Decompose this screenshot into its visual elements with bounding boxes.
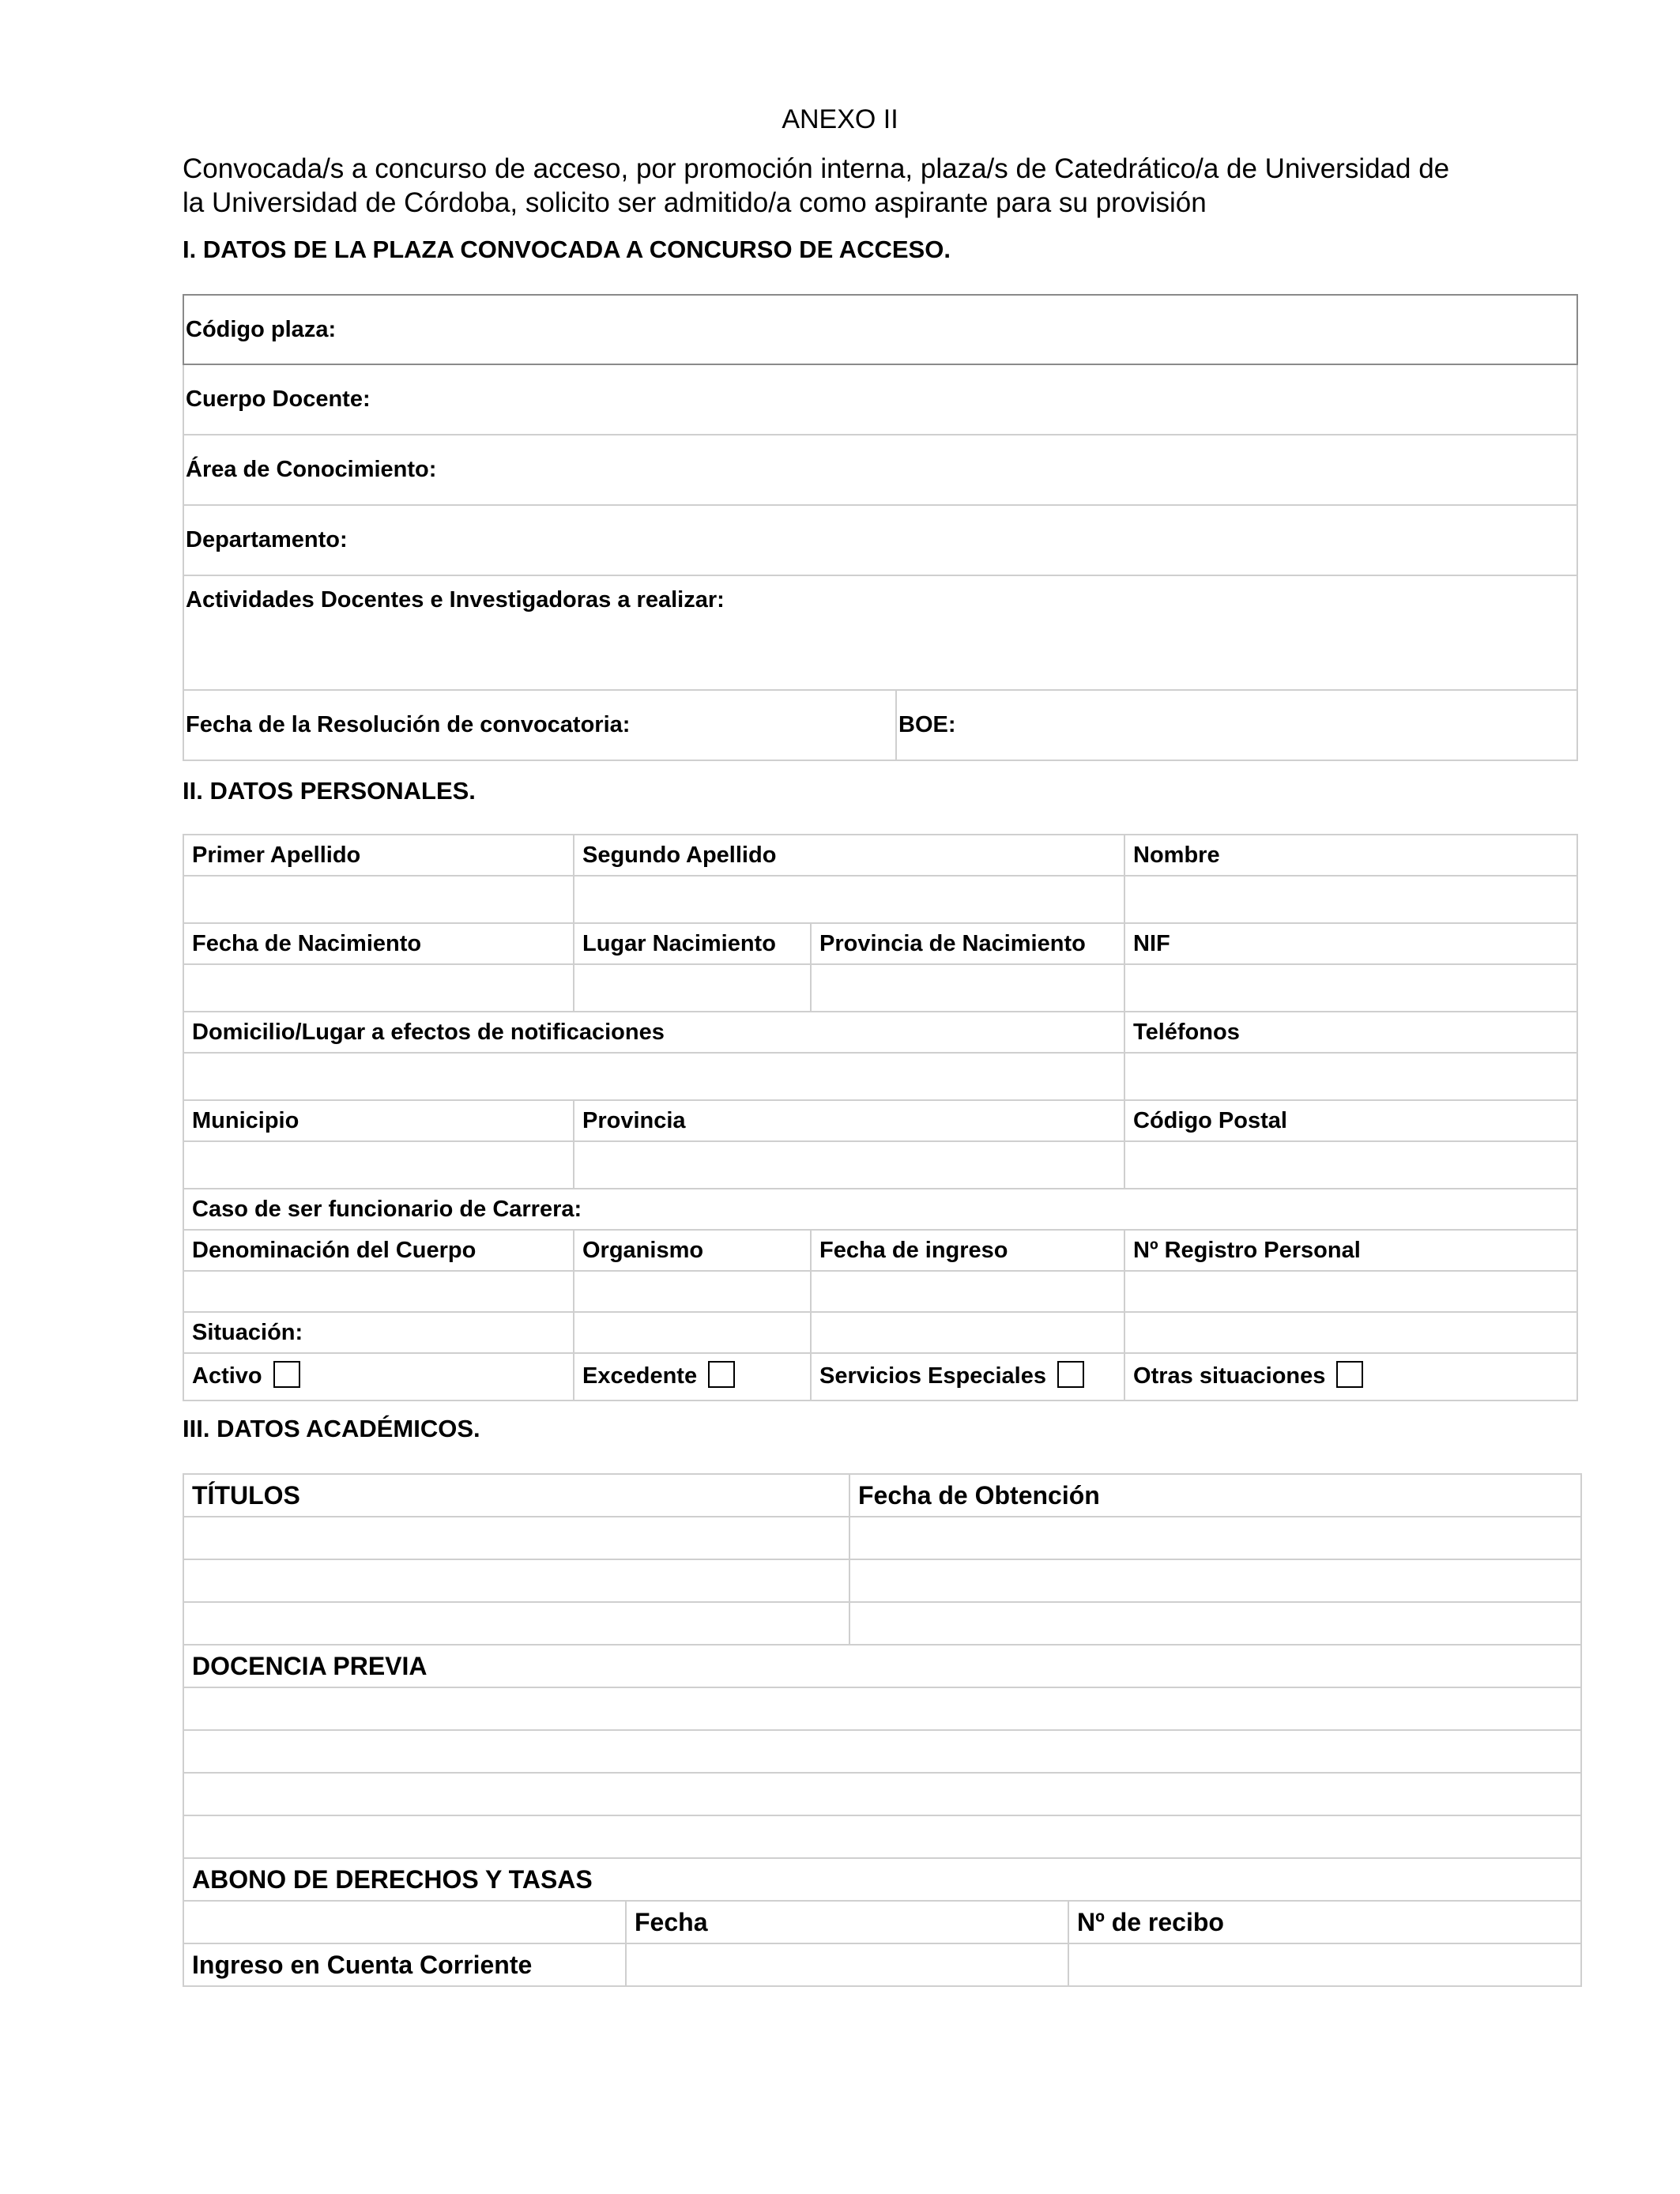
actividades-field[interactable] — [183, 575, 1577, 690]
telefonos-label: Teléfonos — [1124, 1012, 1577, 1053]
docencia-previa-input[interactable] — [183, 1773, 1581, 1815]
titulo-input[interactable] — [183, 1602, 849, 1645]
titulo-input[interactable] — [183, 1517, 849, 1559]
organismo-label: Organismo — [574, 1230, 811, 1271]
docencia-previa-input[interactable] — [183, 1815, 1581, 1858]
municipio-label: Municipio — [183, 1100, 574, 1141]
nif-input[interactable] — [1124, 964, 1577, 1012]
codigo-plaza-field[interactable] — [183, 295, 1577, 364]
nombre-input[interactable] — [1124, 876, 1577, 923]
segundo-apellido-label: Segundo Apellido — [574, 835, 1124, 876]
fecha-nacimiento-input[interactable] — [183, 964, 574, 1012]
lugar-nacimiento-input[interactable] — [574, 964, 811, 1012]
docencia-previa-input[interactable] — [183, 1730, 1581, 1773]
fecha-input[interactable] — [626, 1943, 1068, 1986]
segundo-apellido-input[interactable] — [574, 876, 1124, 923]
ingreso-cuenta-label: Ingreso en Cuenta Corriente — [183, 1943, 626, 1986]
docencia-previa-input[interactable] — [183, 1687, 1581, 1730]
primer-apellido-label: Primer Apellido — [183, 835, 574, 876]
boe-label: BOE: — [898, 712, 956, 737]
num-recibo-input[interactable] — [1068, 1943, 1581, 1986]
denominacion-cuerpo-label: Denominación del Cuerpo — [183, 1230, 574, 1271]
situacion-label: Situación: — [183, 1312, 574, 1353]
activo-option — [183, 1353, 574, 1400]
titulo-input[interactable] — [183, 1559, 849, 1602]
codigo-postal-input[interactable] — [1124, 1141, 1577, 1189]
section-2-heading: II. DATOS PERSONALES. — [183, 777, 476, 805]
fecha-obtencion-input[interactable] — [849, 1559, 1581, 1602]
municipio-input[interactable] — [183, 1141, 574, 1189]
area-conocimiento-field[interactable] — [183, 435, 1577, 505]
primer-apellido-input[interactable] — [183, 876, 574, 923]
fecha-header: Fecha — [626, 1901, 1068, 1943]
provincia-nacimiento-input[interactable] — [811, 964, 1124, 1012]
actividades-label: Actividades Docentes e Investigadoras a realizar: — [186, 587, 725, 613]
area-conocimiento-label: Área de Conocimiento: — [186, 457, 437, 482]
caso-funcionario-label: Caso de ser funcionario de Carrera: — [183, 1189, 1577, 1230]
lugar-nacimiento-label: Lugar Nacimiento — [574, 923, 811, 964]
fecha-resolucion-label: Fecha de la Resolución de convocatoria: — [186, 712, 631, 737]
nombre-label: Nombre — [1124, 835, 1577, 876]
denominacion-cuerpo-input[interactable] — [183, 1271, 574, 1312]
fecha-obtencion-input[interactable] — [849, 1517, 1581, 1559]
activo-label: Activo — [192, 1363, 262, 1389]
fecha-ingreso-input[interactable] — [811, 1271, 1124, 1312]
num-recibo-header: Nº de recibo — [1068, 1901, 1581, 1943]
section-1-heading: I. DATOS DE LA PLAZA CONVOCADA A CONCURSO DE ACCESO. — [183, 236, 951, 263]
fecha-obtencion-header: Fecha de Obtención — [849, 1474, 1581, 1517]
fecha-obtencion-input[interactable] — [849, 1602, 1581, 1645]
academic-data-table — [183, 1473, 1582, 1987]
provincia-label: Provincia — [574, 1100, 1124, 1141]
organismo-input[interactable] — [574, 1271, 811, 1312]
section-3-heading: III. DATOS ACADÉMICOS. — [183, 1415, 480, 1442]
cuerpo-docente-label: Cuerpo Docente: — [186, 386, 371, 412]
docencia-previa-header: DOCENCIA PREVIA — [183, 1645, 1581, 1687]
departamento-label: Departamento: — [186, 527, 348, 552]
registro-personal-label: Nº Registro Personal — [1124, 1230, 1577, 1271]
activo-checkbox[interactable] — [273, 1361, 300, 1388]
excedente-option — [574, 1353, 811, 1400]
domicilio-label: Domicilio/Lugar a efectos de notificaciones — [183, 1012, 1124, 1053]
fecha-nacimiento-label: Fecha de Nacimiento — [183, 923, 574, 964]
domicilio-input[interactable] — [183, 1053, 1124, 1100]
provincia-input[interactable] — [574, 1141, 1124, 1189]
servicios-especiales-checkbox[interactable] — [1057, 1361, 1084, 1388]
servicios-especiales-label: Servicios Especiales — [819, 1363, 1046, 1389]
excedente-checkbox[interactable] — [708, 1361, 735, 1388]
otras-situaciones-label: Otras situaciones — [1133, 1363, 1326, 1389]
fecha-resolucion-field[interactable] — [183, 690, 896, 760]
intro-text — [183, 152, 1558, 220]
situacion-cell-3 — [811, 1312, 1124, 1353]
plaza-data-table — [183, 294, 1578, 761]
personal-data-table — [183, 834, 1578, 1401]
abono-header: ABONO DE DERECHOS Y TASAS — [183, 1858, 1581, 1901]
otras-situaciones-option — [1124, 1353, 1577, 1400]
excedente-label: Excedente — [582, 1363, 698, 1389]
otras-situaciones-checkbox[interactable] — [1336, 1361, 1363, 1388]
fecha-ingreso-label: Fecha de ingreso — [811, 1230, 1124, 1271]
telefonos-input[interactable] — [1124, 1053, 1577, 1100]
page-title: ANEXO II — [782, 104, 898, 134]
boe-field[interactable] — [896, 690, 1577, 760]
cuerpo-docente-field[interactable] — [183, 364, 1577, 435]
intro-line-2: la Universidad de Córdoba, solicito ser admitido/a como aspirante para su provisión — [183, 187, 1207, 218]
codigo-postal-label: Código Postal — [1124, 1100, 1577, 1141]
servicios-especiales-option — [811, 1353, 1124, 1400]
intro-line-1: Convocada/s a concurso de acceso, por promoción interna, plaza/s de Catedrático/a de Universidad de — [183, 153, 1450, 184]
titulos-header: TÍTULOS — [183, 1474, 849, 1517]
departamento-field[interactable] — [183, 505, 1577, 575]
situacion-cell-2 — [574, 1312, 811, 1353]
provincia-nacimiento-label: Provincia de Nacimiento — [811, 923, 1124, 964]
nif-label: NIF — [1124, 923, 1577, 964]
situacion-cell-4 — [1124, 1312, 1577, 1353]
abono-empty-header-cell — [183, 1901, 626, 1943]
codigo-plaza-label: Código plaza: — [186, 316, 337, 342]
registro-personal-input[interactable] — [1124, 1271, 1577, 1312]
